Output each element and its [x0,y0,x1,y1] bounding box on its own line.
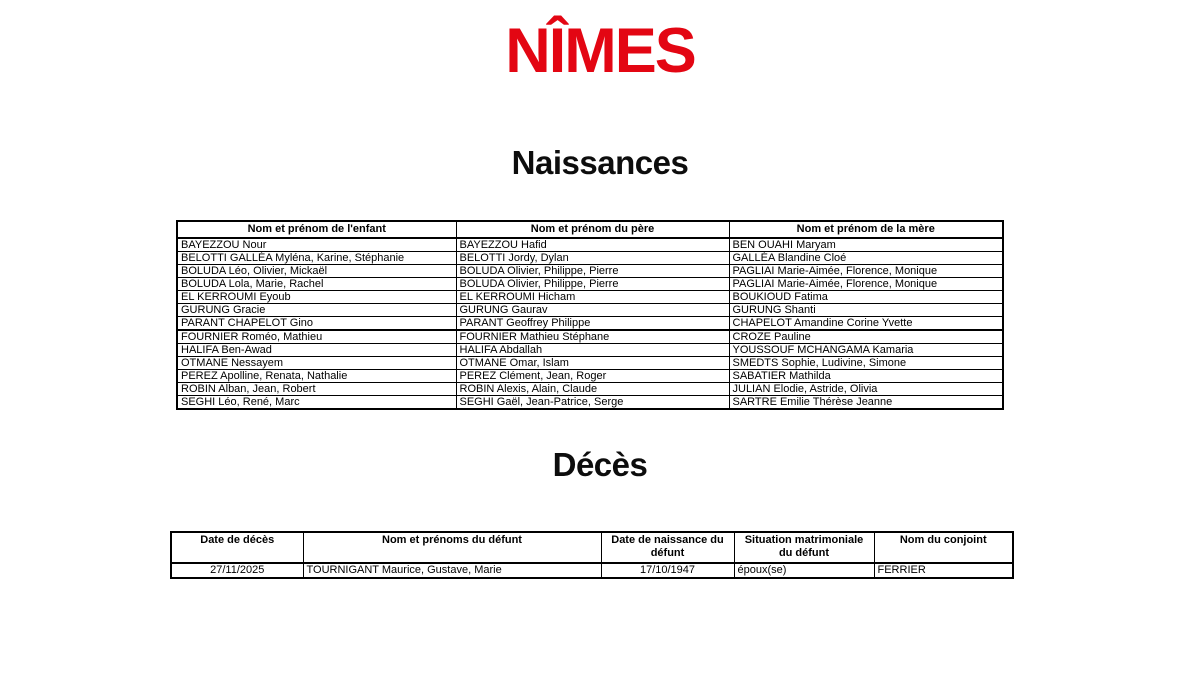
column-header: Date de décès [171,532,303,563]
column-header: Nom et prénoms du défunt [303,532,601,563]
naissances-table-head [177,221,1003,238]
table-cell: FERRIER [874,563,1013,578]
table-cell: BOLUDA Léo, Olivier, Mickaël [177,265,456,278]
table-row [177,238,1003,252]
table-row [177,278,1003,291]
table-cell: CROZE Pauline [729,330,1003,344]
table-row [177,344,1003,357]
table-cell: GALLÉA Blandine Cloé [729,252,1003,265]
header-row [177,221,1003,238]
naissances-table [176,220,1004,410]
column-header: Nom et prénom de la mère [729,221,1003,238]
table-cell: EL KERROUMI Hicham [456,291,729,304]
table-cell: HALIFA Ben-Awad [177,344,456,357]
table-row [177,252,1003,265]
table-cell: YOUSSOUF MCHANGAMA Kamaria [729,344,1003,357]
table-row [177,304,1003,317]
table-cell: SABATIER Mathilda [729,370,1003,383]
table-cell: HALIFA Abdallah [456,344,729,357]
header-row [171,532,1013,563]
naissances-section-title: Naissances [511,144,689,181]
table-row [177,357,1003,370]
table-cell: GURUNG Gracie [177,304,456,317]
column-header: Nom du conjoint [874,532,1013,563]
table-cell: CHAPELOT Amandine Corine Yvette [729,317,1003,331]
table-cell: 27/11/2025 [171,563,303,578]
table-cell: GURUNG Shanti [729,304,1003,317]
table-cell: EL KERROUMI Eyoub [177,291,456,304]
deces-table-body [171,563,1013,578]
table-cell: FOURNIER Mathieu Stéphane [456,330,729,344]
table-cell: OTMANE Nessayem [177,357,456,370]
deces-table [170,531,1014,579]
table-row [177,396,1003,410]
table-cell: époux(se) [734,563,874,578]
naissances-table-body [177,238,1003,409]
city-logo: NÎMES [505,16,695,86]
table-row [177,291,1003,304]
table-cell: PARANT Geoffrey Philippe [456,317,729,331]
table-row [177,330,1003,344]
table-row [171,563,1013,578]
table-row [177,370,1003,383]
table-cell: BAYEZZOU Nour [177,238,456,252]
column-header: Situation matrimoniale du défunt [734,532,874,563]
table-cell: PAGLIAI Marie-Aimée, Florence, Monique [729,278,1003,291]
table-cell: 17/10/1947 [601,563,734,578]
table-cell: TOURNIGANT Maurice, Gustave, Marie [303,563,601,578]
table-cell: BOLUDA Lola, Marie, Rachel [177,278,456,291]
table-cell: PARANT CHAPELOT Gino [177,317,456,331]
table-cell: BAYEZZOU Hafid [456,238,729,252]
table-cell: BELOTTI Jordy, Dylan [456,252,729,265]
deces-table-head [171,532,1013,563]
table-cell: FOURNIER Roméo, Mathieu [177,330,456,344]
column-header: Date de naissance du défunt [601,532,734,563]
table-cell: ROBIN Alban, Jean, Robert [177,383,456,396]
table-cell: PAGLIAI Marie-Aimée, Florence, Monique [729,265,1003,278]
table-cell: PEREZ Apolline, Renata, Nathalie [177,370,456,383]
table-cell: GURUNG Gaurav [456,304,729,317]
column-header: Nom et prénom du père [456,221,729,238]
table-cell: SARTRE Emilie Thérèse Jeanne [729,396,1003,410]
table-cell: PEREZ Clément, Jean, Roger [456,370,729,383]
table-cell: ROBIN Alexis, Alain, Claude [456,383,729,396]
deces-section-title: Décès [552,446,648,483]
table-cell: BOLUDA Olivier, Philippe, Pierre [456,265,729,278]
table-row [177,383,1003,396]
table-row [177,265,1003,278]
table-cell: OTMANE Omar, Islam [456,357,729,370]
table-cell: BOLUDA Olivier, Philippe, Pierre [456,278,729,291]
table-cell: BOUKIOUD Fatima [729,291,1003,304]
table-cell: SEGHI Léo, René, Marc [177,396,456,410]
table-cell: BEN OUAHI Maryam [729,238,1003,252]
table-cell: SEGHI Gaël, Jean-Patrice, Serge [456,396,729,410]
table-cell: BELOTTI GALLÉA Myléna, Karine, Stéphanie [177,252,456,265]
table-cell: SMEDTS Sophie, Ludivine, Simone [729,357,1003,370]
table-row [177,317,1003,331]
table-cell: JULIAN Elodie, Astride, Olivia [729,383,1003,396]
column-header: Nom et prénom de l'enfant [177,221,456,238]
